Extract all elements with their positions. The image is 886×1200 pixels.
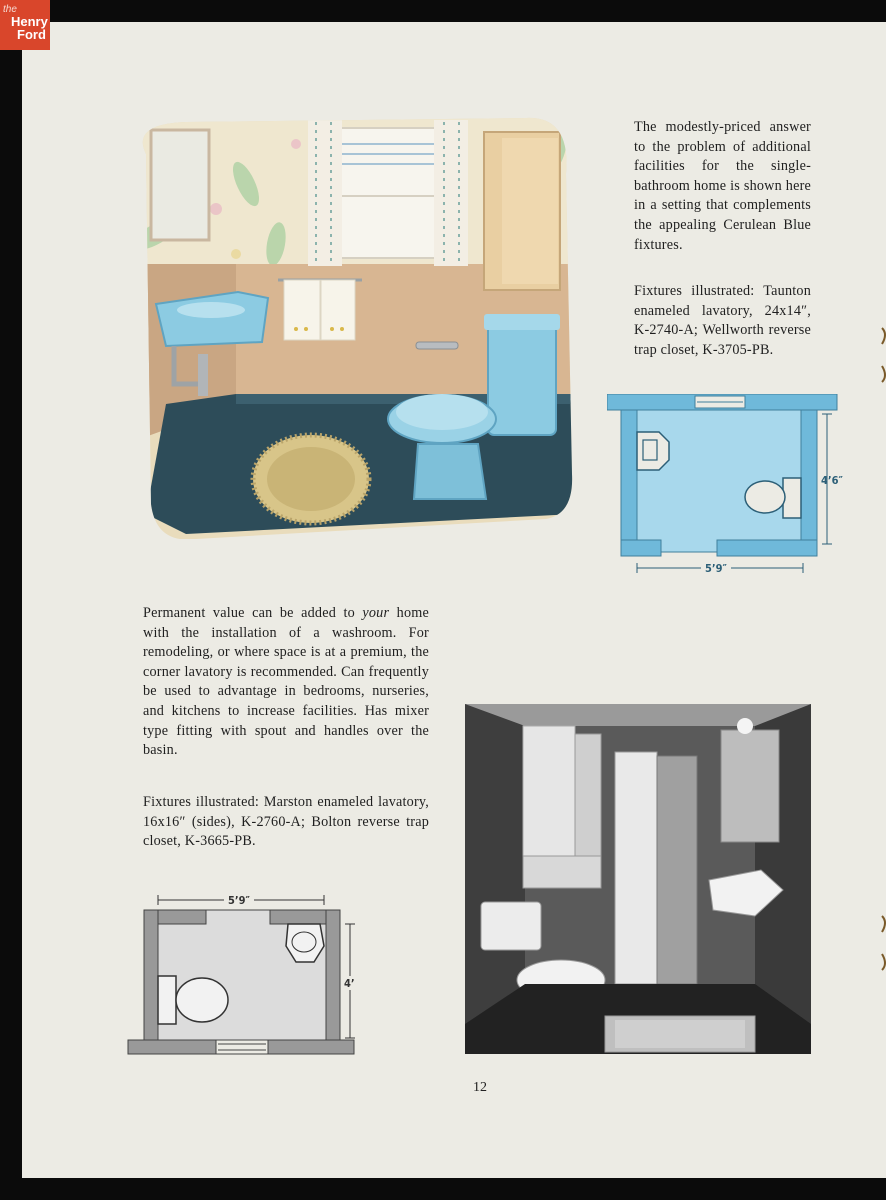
- staple-bottom: [874, 914, 886, 972]
- staple-top: [874, 326, 886, 384]
- fixtures-paragraph-1: [634, 282, 811, 360]
- fixtures-paragraph-2: [143, 793, 429, 852]
- washroom-paragraph: [143, 604, 429, 761]
- henry-ford-logo: [0, 0, 50, 50]
- fixtures-text-2: Fixtures illustrated: Marston enameled lavatory, 16x16″ (sides), K-2760-A; Bolton reverse trap closet, K-3665-PB.: [143, 794, 429, 850]
- cerulean-bathroom-illustration: [126, 114, 576, 539]
- plan2-width-label: 5’9″: [228, 894, 250, 907]
- floor-plan-cerulean: [607, 394, 847, 574]
- page-number: 12: [473, 1080, 487, 1095]
- catalog-page: [22, 22, 886, 1178]
- intro-text: The modestly-priced answer to the problem of additional facilities for the single-bathroom home is shown here in a setting that complements the appealing Cerulean Blue fixtures.: [634, 119, 811, 253]
- washroom-photograph: [465, 704, 811, 1054]
- washroom-text-emphasis: your: [362, 605, 390, 621]
- fixtures-text-1: Fixtures illustrated: Taunton enameled lavatory, 24x14″, K-2740-A; Wellworth reverse trap closet, K-3705-PB.: [634, 283, 811, 358]
- washroom-text: [143, 604, 429, 761]
- plan2-depth-label: 4’: [344, 977, 355, 990]
- plan1-depth-label: 4’6″: [821, 474, 843, 487]
- logo-line-2: Henry: [11, 14, 48, 29]
- washroom-text-b: home with the installation of a washroom. For remodeling, or where space is at a premium, the corner lavatory is recommended. Can frequently be used to advantage in bedrooms, nurseries, and kitchens to increase facilities. Has mixer type fitting with spout and handles over the basin.: [143, 605, 429, 759]
- logo-line-1: the: [3, 4, 17, 15]
- intro-paragraph: [634, 118, 811, 255]
- floor-plan-washroom: [124, 880, 364, 1060]
- logo-line-3: Ford: [17, 27, 46, 42]
- plan1-width-label: 5’9″: [705, 562, 727, 574]
- washroom-text-a: Permanent value can be added to: [143, 605, 363, 621]
